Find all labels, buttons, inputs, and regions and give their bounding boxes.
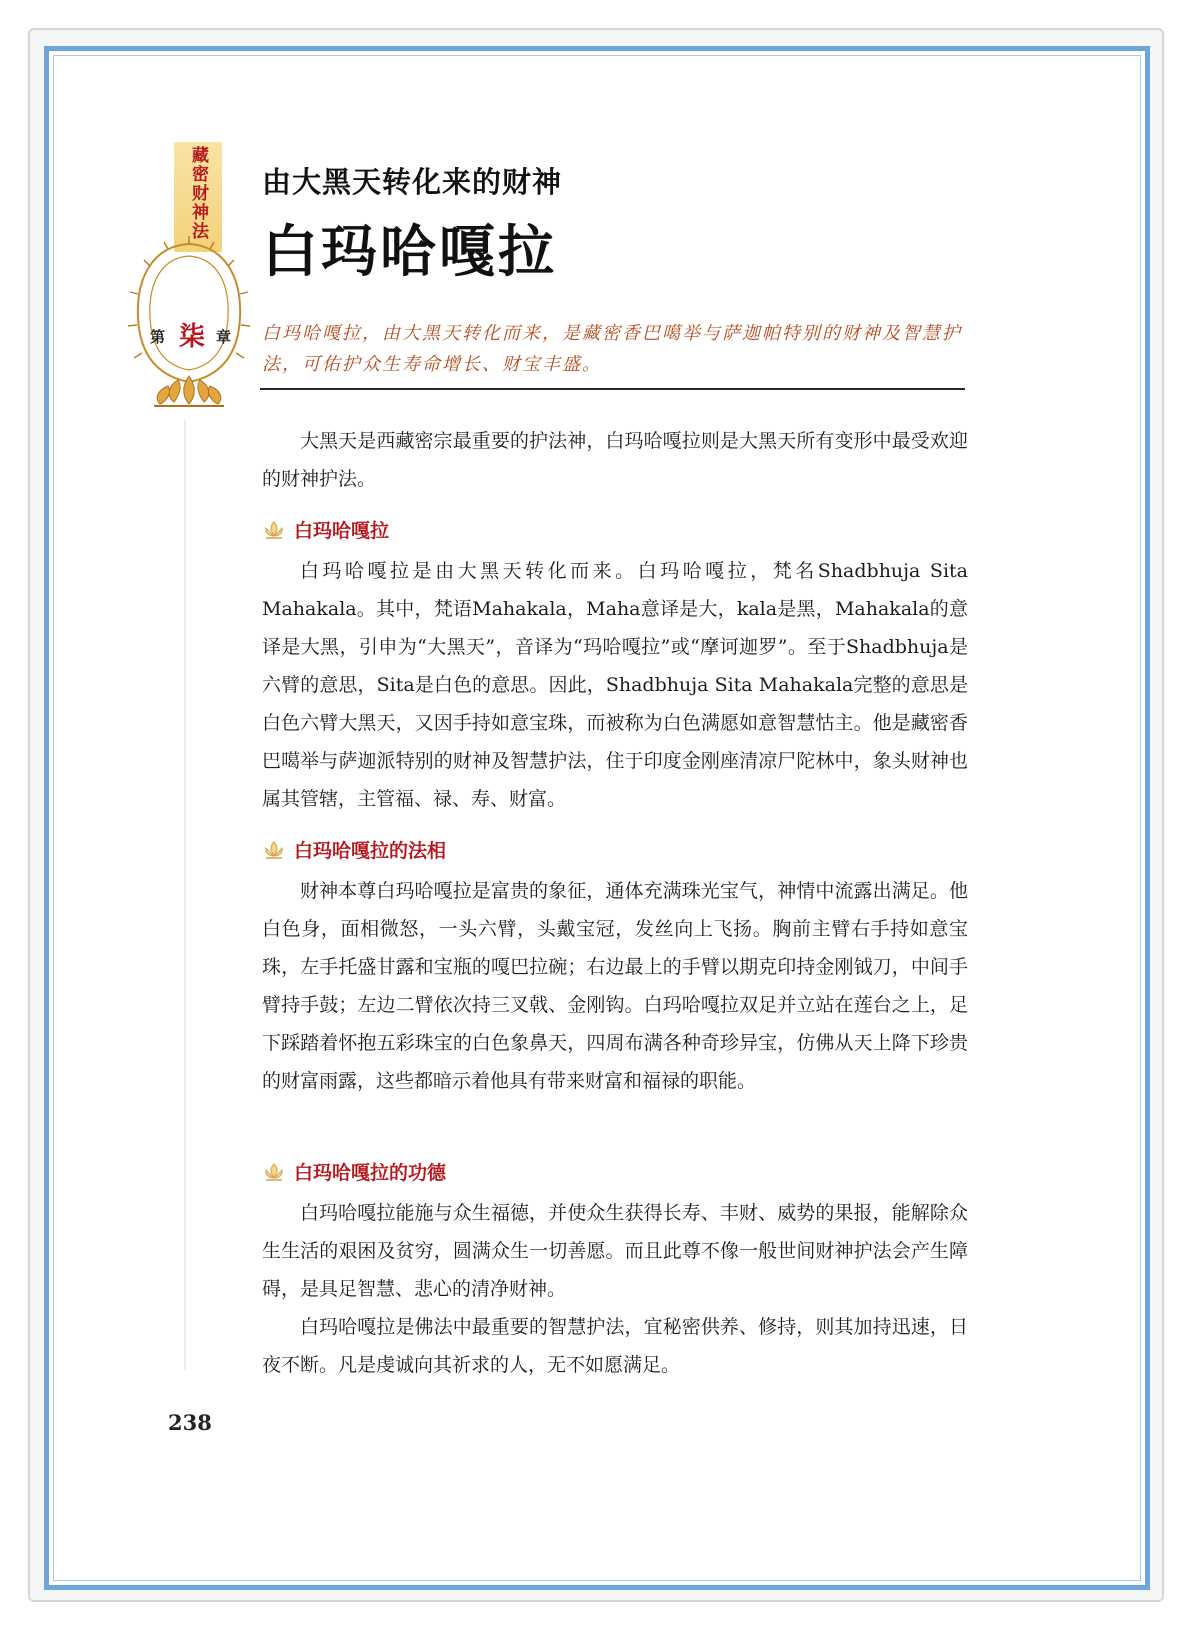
section-heading-text: 白玛哈嘎拉 [294,520,390,542]
chapter-prefix: 第 [150,328,166,346]
header-rule [260,388,965,390]
section-heading-text: 白玛哈嘎拉的法相 [294,840,447,862]
chapter-number: 柒 [178,322,205,352]
series-title: 藏密财神法 [188,146,208,241]
section-paragraph: 白玛哈嘎拉是佛法中最重要的智慧护法，宜秘密供养、修持，则其加持迅速，日夜不断。凡是虔诚向其祈求的人，无不如愿满足。 [262,1316,968,1376]
section-heading [262,836,446,863]
chapter-suffix: 章 [216,328,232,346]
intro-summary: 白玛哈嘎拉，由大黑天转化而来，是藏密香巴噶举与萨迦帕特别的财神及智慧护法，可佑护众生寿命增长、财宝丰盛。 [262,323,962,375]
page-subtitle: 由大黑天转化来的财神 [262,165,563,199]
section-heading-text: 白玛哈嘎拉的功德 [294,1162,447,1184]
chapter-label [150,316,234,356]
opening-paragraph: 大黑天是西藏密宗最重要的护法神，白玛哈嘎拉则是大黑天所有变形中最受欢迎的财神护法。 [262,430,968,490]
section-paragraph: 白玛哈嘎拉是由大黑天转化而来。白玛哈嘎拉，梵名Shadbhuja Sita Mahakala。其中，梵语Mahakala，Maha意译是大，kala是黑，Mahakala的意译是大黑，引申为“大黑天”，音译为“玛哈嘎拉”或“摩诃迦罗”。至于Shadbhuja是六臂的意思，Sita是白色的意思。因此，Shadbhuja Sita Mahakala完整的意思是白色六臂大黑天，又因手持如意宝珠，而被称为白色满愿如意智慧怙主。他是藏密香巴噶举与萨迦派特别的财神及智慧护法，住于印度金刚座清凉尸陀林中，象头财神也属其管辖，主管福、禄、寿、财富。 [262,560,968,810]
section-paragraph: 财神本尊白玛哈嘎拉是富贵的象征，通体充满珠光宝气，神情中流露出满足。他白色身，面相微怒，一头六臂，头戴宝冠，发丝向上飞扬。胸前主臂右手持如意宝珠，左手托盛甘露和宝瓶的嘎巴拉碗；右边最上的手臂以期克印持金刚钺刀，中间手臂持手鼓；左边二臂依次持三叉戟、金刚钩。白玛哈嘎拉双足并立站在莲台之上，足下踩踏着怀抱五彩珠宝的白色象鼻天，四周布满各种奇珍异宝，仿佛从天上降下珍贵的财富雨露，这些都暗示着他具有带来财富和福禄的职能。 [262,880,968,1092]
section-paragraph: 白玛哈嘎拉能施与众生福德，并使众生获得长寿、丰财、威势的果报，能解除众生生活的艰困及贫穷，圆满众生一切善愿。而且此尊不像一般世间财神护法会产生障碍，是具足智慧、悲心的清净财神。 [262,1202,968,1300]
section-heading [262,516,389,543]
lotus-bullet-icon [262,839,286,861]
margin-divider [184,420,186,1370]
page-title: 白玛哈嘎拉 [262,220,557,285]
lotus-bullet-icon [262,1161,286,1183]
lotus-bullet-icon [262,519,286,541]
page-number: 238 [168,1410,212,1435]
section-heading [262,1158,446,1185]
